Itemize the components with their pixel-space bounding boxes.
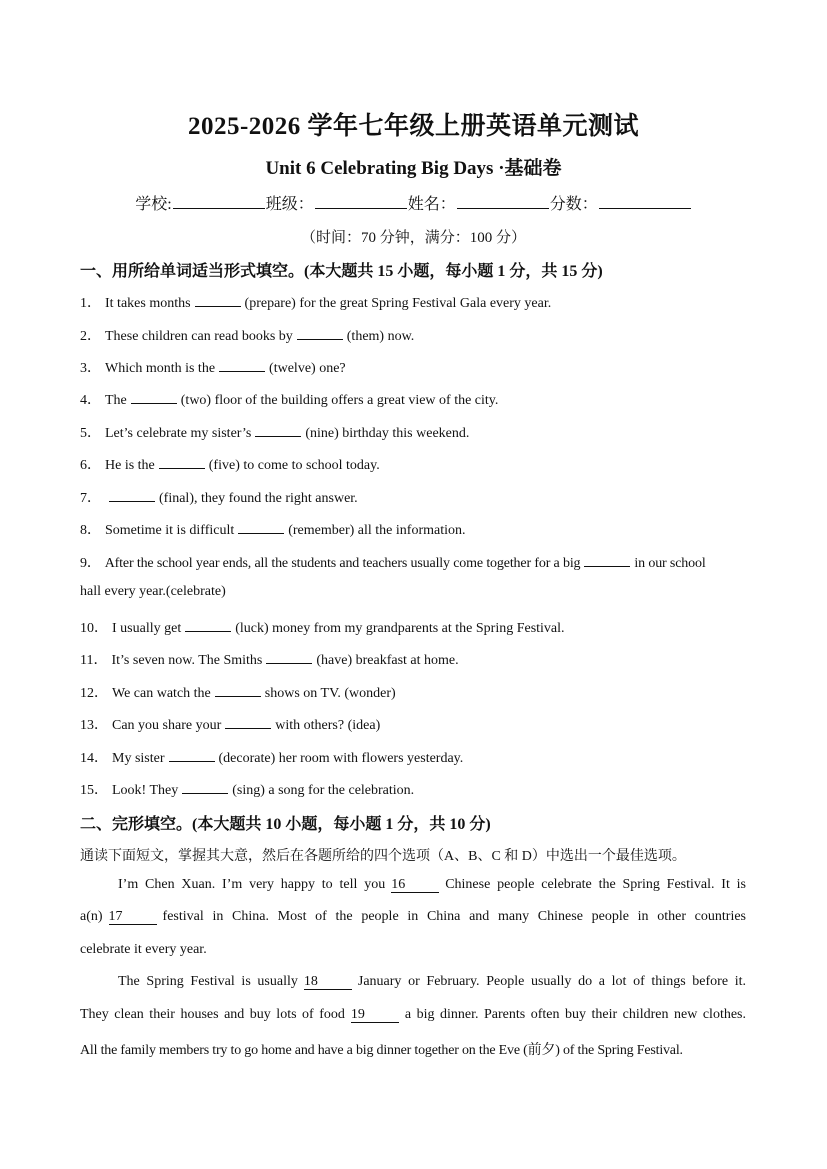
question-text-before: My sister — [112, 751, 165, 766]
question-9 — [80, 552, 706, 572]
answer-blank[interactable] — [266, 651, 312, 664]
student-info-line — [0, 191, 827, 214]
question-text-before: Let’s celebrate my sister’s — [105, 426, 252, 441]
question-number: 4． — [80, 393, 101, 408]
school-label: 学校: — [135, 196, 172, 213]
question-2 — [80, 325, 414, 345]
question-text-before: Can you share your — [112, 718, 222, 733]
question-number: 11． — [80, 653, 108, 668]
question-text-before: Look! They — [112, 783, 179, 798]
class-blank[interactable] — [315, 194, 407, 209]
question-4 — [80, 389, 498, 409]
question-number: 8． — [80, 523, 101, 538]
question-15 — [80, 779, 414, 799]
time-info: （时间：70 分钟，满分：100 分） — [300, 230, 526, 246]
question-text-before: After the school year ends, all the students and teachers usually come together for a big — [104, 556, 581, 571]
question-14 — [80, 747, 463, 767]
passage-line — [80, 1007, 746, 1023]
passage-text: a(n) — [80, 909, 103, 924]
question-number: 7． — [80, 491, 101, 506]
question-number: 15． — [80, 783, 108, 798]
question-10 — [80, 617, 565, 637]
answer-blank[interactable] — [219, 359, 265, 372]
class-label: 班级： — [265, 196, 314, 213]
question-text-after: (five) to come to school today. — [208, 458, 380, 473]
answer-blank[interactable] — [215, 684, 261, 697]
passage-text: Chinese people celebrate the Spring Festival. It is — [445, 877, 747, 892]
question-text-after: (remember) all the information. — [288, 523, 466, 538]
cloze-blank-19[interactable]: 19 — [351, 1008, 399, 1023]
answer-blank[interactable] — [159, 456, 205, 469]
answer-blank[interactable] — [169, 749, 215, 762]
question-text-after: (decorate) her room with flowers yesterday. — [218, 751, 464, 766]
answer-blank[interactable] — [225, 716, 271, 729]
question-7 — [80, 487, 358, 507]
question-number: 5． — [80, 426, 101, 441]
question-text-after: (final), they found the right answer. — [159, 491, 358, 506]
answer-blank[interactable] — [182, 781, 228, 794]
cloze-blank-16[interactable]: 16 — [391, 878, 439, 893]
passage-line: All the family members try to go home and have a big dinner together on the Eve (前夕) of the Spring Festival. — [80, 1043, 683, 1058]
question-number: 10． — [80, 621, 108, 636]
question-text-before: I usually get — [112, 621, 182, 636]
school-blank[interactable] — [173, 194, 265, 209]
question-1 — [80, 292, 551, 312]
question-text-before: Which month is the — [105, 361, 216, 376]
question-number: 13． — [80, 718, 108, 733]
cloze-blank-17[interactable]: 17 — [109, 910, 157, 925]
question-9-continuation: hall every year.(celebrate) — [80, 584, 226, 599]
question-number: 12． — [80, 686, 108, 701]
answer-blank[interactable] — [297, 327, 343, 340]
question-text-after: in our school — [634, 556, 706, 571]
answer-blank[interactable] — [185, 619, 231, 632]
question-text-after: (nine) birthday this weekend. — [305, 426, 470, 441]
question-12 — [80, 682, 396, 702]
passage-text: I’m Chen Xuan. I’m very happy to tell you — [118, 877, 386, 892]
question-8 — [80, 519, 466, 539]
passage-text: They clean their houses and buy lots of food — [80, 1007, 345, 1022]
name-blank[interactable] — [457, 194, 549, 209]
question-text-before: He is the — [105, 458, 155, 473]
passage-text: a big dinner. Parents often buy their children new clothes. — [404, 1007, 746, 1022]
question-text-before: Sometime it is difficult — [105, 523, 235, 538]
passage-line — [80, 877, 746, 893]
passage-line — [80, 974, 746, 990]
passage-line: celebrate it every year. — [80, 942, 207, 957]
score-blank[interactable] — [599, 194, 691, 209]
name-label: 姓名： — [407, 196, 456, 213]
question-text-after: (sing) a song for the celebration. — [232, 783, 415, 798]
section1-title: 一、用所给单词适当形式填空。(本大题共 15 小题，每小题 1 分，共 15 分) — [80, 263, 603, 280]
question-text-after: (luck) money from my grandparents at the Spring Festival. — [235, 621, 565, 636]
question-text-after: (have) breakfast at home. — [316, 653, 459, 668]
answer-blank[interactable] — [131, 391, 177, 404]
passage-text: festival in China. Most of the people in China and many Chinese people in other countries — [162, 909, 746, 924]
question-6 — [80, 454, 380, 474]
passage-line — [80, 909, 746, 925]
passage-text: The Spring Festival is usually — [118, 974, 298, 989]
question-number: 14． — [80, 751, 108, 766]
question-number: 3． — [80, 361, 101, 376]
score-label: 分数： — [549, 196, 598, 213]
question-text-before: We can watch the — [112, 686, 211, 701]
question-text-after: (twelve) one? — [269, 361, 346, 376]
question-text-after: shows on TV. (wonder) — [264, 686, 396, 701]
passage-text: January or February. People usually do a lot of things before it. — [357, 974, 747, 989]
answer-blank[interactable] — [195, 294, 241, 307]
page-title: 2025-2026 学年七年级上册英语单元测试 — [187, 113, 640, 140]
question-text-after: (them) now. — [346, 329, 415, 344]
question-text-before: It’s seven now. The Smiths — [111, 653, 263, 668]
question-11 — [80, 649, 459, 669]
question-text-before: The — [105, 393, 127, 408]
question-text-before: It takes months — [105, 296, 191, 311]
question-text-after: with others? (idea) — [275, 718, 381, 733]
section2-title: 二、完形填空。(本大题共 10 小题，每小题 1 分，共 10 分) — [80, 816, 491, 833]
question-5 — [80, 422, 469, 442]
question-text-before: These children can read books by — [105, 329, 293, 344]
question-13 — [80, 714, 380, 734]
answer-blank[interactable] — [109, 489, 155, 502]
question-number: 2． — [80, 329, 101, 344]
question-text-after: (prepare) for the great Spring Festival Gala every year. — [244, 296, 552, 311]
question-text-after: (two) floor of the building offers a great view of the city. — [180, 393, 499, 408]
answer-blank[interactable] — [584, 554, 630, 567]
cloze-blank-18[interactable]: 18 — [304, 975, 352, 990]
answer-blank[interactable] — [238, 521, 284, 534]
answer-blank[interactable] — [255, 424, 301, 437]
question-number: 9． — [80, 556, 101, 571]
question-3 — [80, 357, 346, 377]
unit-subtitle: Unit 6 Celebrating Big Days ·基础卷 — [265, 158, 562, 179]
question-number: 1． — [80, 296, 101, 311]
question-number: 6． — [80, 458, 101, 473]
section2-instruction: 通读下面短文，掌握其大意，然后在各题所给的四个选项（A、B、C 和 D）中选出一个最佳选项。 — [80, 849, 686, 864]
